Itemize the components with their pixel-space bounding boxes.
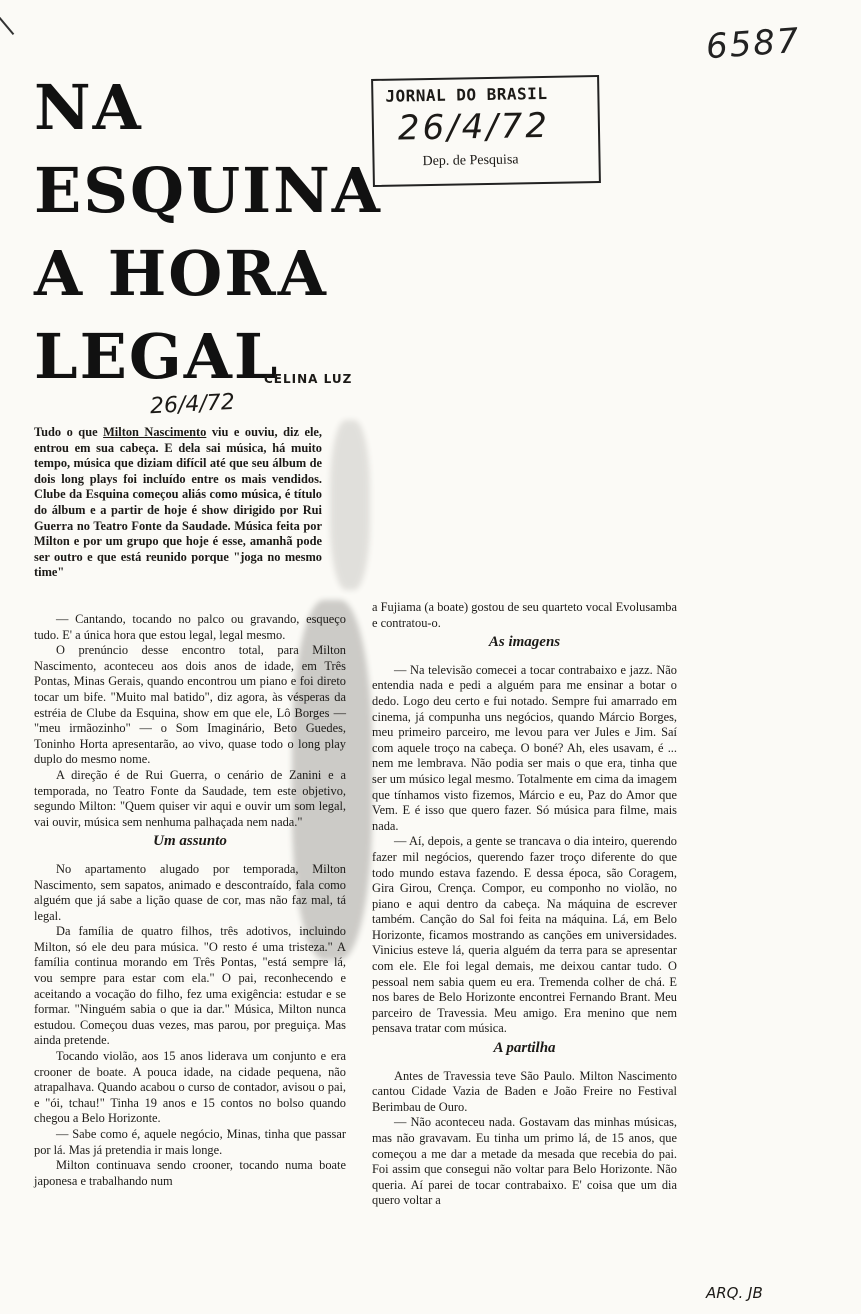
article-headline [34, 66, 382, 398]
paragraph: A direção é de Rui Guerra, o cenário de Zanini e a temporada, no Teatro Fonte da Saudade, tem este objetivo, segundo Milton: "Quem quiser vir aqui e ouvir um som legal, vai ouvir, música sem nenhuma palhaçada nem nada." [34, 767, 346, 829]
stamp-date: 26/4/72 [397, 105, 551, 149]
headline-line: LEGAL [34, 320, 280, 393]
lead-text-rest: viu e ouviu, diz ele, entrou em sua cabeça. E dela sai música, há muito tempo, música que diziam difícil até que seu álbum de dois long plays foi incluído entre os mais vendidos. Clube da Esquina começou aliás como música, é título do álbum e a partir de hoje é show dirigido por Rui Guerra no Teatro Fonte da Saudade. Música feita por Milton e por um grupo que hoje é esse, amanhã pode ser outro e que está reunido porque "joga no mesmo time" [34, 425, 323, 580]
newspaper-stamp [371, 75, 601, 187]
paragraph: Tocando violão, aos 15 anos liderava um conjunto e era crooner de boate. A pouca idade, na cidade pequena, não atrapalhava. Quando acabou o curso de contador, avisou o pai, e "ói, tchau!" Tinha 19 anos e 15 contos no bolso quando chegou a Belo Horizonte. [34, 1049, 346, 1126]
handwritten-date: 26/4/72 [149, 389, 236, 420]
paragraph: O prenúncio desse encontro total, para Milton Nascimento, aconteceu aos dois anos de idade, em Três Pontas, Minas Gerais, quando encontrou um piano e foi direto tocar um bife. "Muito mal batido", diz agora, às vésperas da estréia de Clube da Esquina, show em que ele, Lô Borges — "meu irmãozinho" — o Som Imaginário, Beto Guedes, Toninho Horta apresentarão, ao vivo, quase todo o long play duplo do mesmo nome. [34, 643, 346, 767]
paragraph: — Sabe como é, aquele negócio, Minas, tinha que passar por lá. Mas já pretendia ir mais longe. [34, 1127, 346, 1157]
lead-text-start: Tudo o que [34, 425, 104, 439]
corner-mark [0, 1, 20, 35]
paragraph: Milton continuava sendo crooner, tocando numa boate japonesa e trabalhando num [34, 1158, 346, 1188]
archive-note: ARQ. JB [706, 1284, 763, 1302]
paragraph: Antes de Travessia teve São Paulo. Milton Nascimento cantou Cidade Vazia de Baden e João Freire no Festival Berimbau de Ouro. [372, 1068, 677, 1114]
subhead-as-imagens: As imagens [488, 634, 561, 651]
subhead-um-assunto: Um assunto [153, 833, 227, 850]
paragraph: — Aí, depois, a gente se trancava o dia inteiro, querendo fazer mil negócios, querendo fazer troço diferente do que todo mundo estava fazendo. E dessa época, são Coragem, Gira Girou, Crença. Compor, eu componho no violão, no piano e aqui dentro da cabeça. Na máquina de escrever também. Canção do Sal foi feita na máquina. Lá, em Belo Horizonte, ficamos mostrando as canções em universidades. Vinicius esteve lá, queria alguém da terra para se apresentar com ele. Ele foi legal demais, me deixou cantar tudo. O pessoal nem sabia quem eu era. Tremenda colher de chá. E nos bares de Belo Horizonte encontrei Fernando Brant. Meu parceiro de Travessia. Meu amigo. Era menino que nem pensava tratar com música. [372, 834, 677, 1036]
stamp-department: Dep. de Pesquisa [422, 152, 519, 170]
paragraph: — Na televisão comecei a tocar contrabaixo e jazz. Não entendia nada e pedi a alguém para me ensinar a botar o dedo. Logo deu certo e fui notado. Sempre fui amarrado em cinema, já compunha uns negócios, quando Márcio Borges, meu primeiro parceiro, me levou para ver Jules e Jim. Saí com aquele troço na cabeça. O boné? Ah, eles usavam, é ... nem me lembrava. Não podia ser mais o que era, tinha que ser um músico legal mesmo. Totalmente em cima da imagem que tínhamos visto fizemos, Márcio e eu, Paz do Amor que Vem. E é isso que quero fazer. Só música para filme, mais nada. [372, 662, 677, 833]
handwritten-archive-number: 6587 [704, 20, 802, 68]
lead-name: Milton Nascimento [103, 425, 207, 439]
paragraph: Da família de quatro filhos, três adotivos, incluindo Milton, só ele deu para música. "O resto é uma tristeza." A família continua morando em Três Pontas, "está sempre lá, vou sempre para estar com ela." O pai, reconhecendo e aceitando a vocação do filho, fez uma exigência: estudar e se formar. "Ninguém sabia o que ia dar." Música, Milton nunca estudou. Começou duas vezes, mas parou, por preguiça. Mas ainda pretende. [34, 924, 346, 1048]
headline-line: A HORA [34, 237, 328, 310]
headline-line: ESQUINA [34, 154, 382, 227]
subhead-a-partilha: A partilha [493, 1040, 556, 1057]
body-column-left [34, 612, 346, 1189]
lead-paragraph [34, 425, 322, 581]
headline-line: NA [34, 71, 143, 144]
paragraph: — Cantando, tocando no palco ou gravando, esqueço tudo. E' a única hora que estou legal, legal mesmo. [34, 612, 346, 642]
paragraph: — Não aconteceu nada. Gostavam das minhas músicas, mas não gravavam. Eu tinha um primo lá, de 15 anos, que começou a me dar a metade da mesada que recebia do pai. Foi assim que consegui não voltar para Belo Horizonte. Não queria. Aí parei de tocar contrabaixo. E' coisa que um dia quero voltar a [372, 1115, 677, 1208]
body-column-right [372, 600, 677, 1209]
photocopy-smudge-2 [330, 420, 370, 590]
stamp-newspaper-name: JORNAL DO BRASIL [385, 83, 548, 106]
byline: CELINA LUZ [264, 372, 353, 386]
paragraph: No apartamento alugado por temporada, Milton Nascimento, sem sapatos, animado e descontraído, fala como alguém que já sabe a lição quase de cor, mas não faz mal, tá legal. [34, 861, 346, 923]
paragraph: a Fujiama (a boate) gostou de seu quarteto vocal Evolusamba e contratou-o. [372, 600, 677, 630]
